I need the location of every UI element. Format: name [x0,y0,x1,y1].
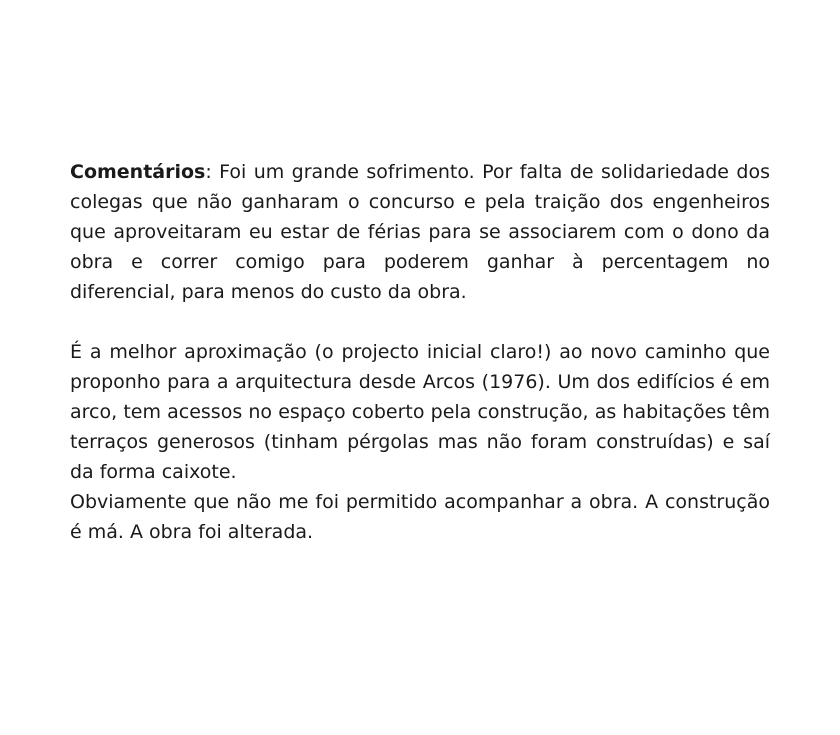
comments-label: Comentários [70,161,206,183]
comments-paragraph-2: É a melhor aproximação (o projecto inicial claro!) ao novo caminho que proponho para a arquitectura desde Arcos (1976). Um dos edifícios é em arco, tem acessos no espaço coberto pela construção, as habitações têm terraços generosos (tinham pérgolas mas não foram construídas) e saí da forma caixote. [70,341,770,483]
comments-paragraph-3: Obviamente que não me foi permitido acompanhar a obra. A construção é má. A obra foi alterada. [70,491,770,543]
paragraph-spacer [70,307,770,337]
comments-section [70,157,770,547]
comments-label-separator: : [205,161,220,183]
comments-paragraph-1 [70,157,770,307]
comments-paragraph-1-text: Foi um grande sofrimento. Por falta de solidariedade dos colegas que não ganharam o concurso e pela traição dos engenheiros que aproveitaram eu estar de férias para se associarem com o dono da obra e correr comigo para poderem ganhar à percentagem no diferencial, para menos do custo da obra. [70,161,770,303]
